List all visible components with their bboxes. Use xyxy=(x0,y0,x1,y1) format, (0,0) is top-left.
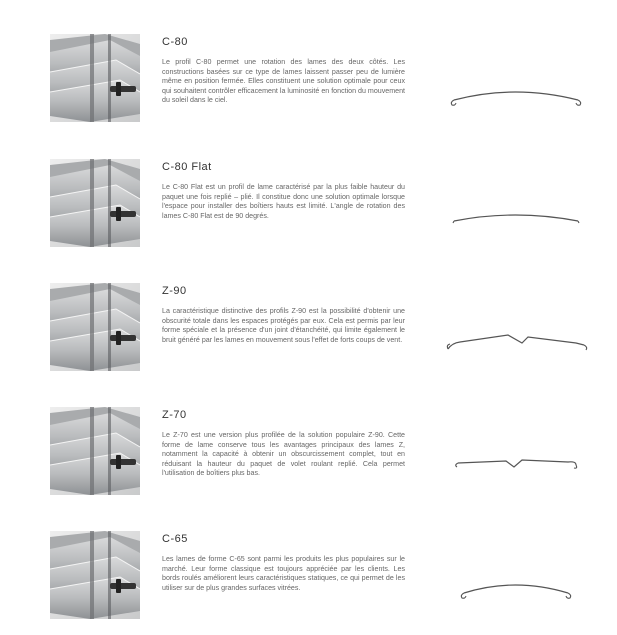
product-title: C-65 xyxy=(162,533,188,545)
product-description: Le Z-70 est une version plus profilée de la solution populaire Z-90. Cette forme de lame conserve tous les avantages principaux des lames Z, notamment la capacité à obtenir un obscurcissement complet, tout en réduisant la hauteur du paquet de volet roulant replié. Cela permet l'utilisation de boîtiers plus bas. xyxy=(162,431,405,478)
product-photo xyxy=(50,407,140,495)
product-photo xyxy=(50,531,140,619)
product-row-c80-flat xyxy=(0,159,617,259)
product-title: C-80 Flat xyxy=(162,161,212,173)
slat-profile-drawing xyxy=(440,325,590,365)
product-description: La caractéristique distinctive des profils Z-90 est la possibilité d'obtenir une obscurité totale dans les espaces protégés par eux. Cela est permis par leur forme spéciale et la présence d'un joint d'étanchéité, qui limite également le bruit généré par les lames en mouvement sous l'effet de forts coups de vent. xyxy=(162,307,405,344)
product-row-z70 xyxy=(0,407,617,507)
product-title: C-80 xyxy=(162,36,188,48)
product-photo xyxy=(50,34,140,122)
slat-profile-drawing xyxy=(440,573,590,613)
slat-profile-drawing xyxy=(440,451,590,491)
product-title: Z-90 xyxy=(162,285,187,297)
slat-profile-drawing xyxy=(440,78,590,118)
product-row-z90 xyxy=(0,283,617,383)
slat-profile-drawing xyxy=(440,199,590,239)
product-photo xyxy=(50,283,140,371)
product-description: Le profil C-80 permet une rotation des lames des deux côtés. Les constructions basées sur ce type de lames laissent passer peu de lumière même en position fermée. Elles constituent une solution optimale pour ceux qui souhaitent contrôler efficacement la luminosité en fonction du mouvement du soleil dans le ciel. xyxy=(162,58,405,105)
product-description: Le C-80 Flat est un profil de lame caractérisé par la plus faible hauteur du paquet une fois replié – plié. Il constitue donc une solution optimale lorsque l'espace pour installer des boîtiers hauts est limité. L'angle de rotation des lames C-80 Flat est de 90 degrés. xyxy=(162,183,405,220)
product-row-c80 xyxy=(0,34,617,134)
product-row-c65 xyxy=(0,531,617,631)
product-description: Les lames de forme C-65 sont parmi les produits les plus populaires sur le marché. Leur forme classique est toujours appréciée par les clients. Les bords roulés améliorent leurs caractéristiques statiques, ce qui permet de les utiliser sur de plus grandes surfaces vitrées. xyxy=(162,555,405,592)
product-title: Z-70 xyxy=(162,409,187,421)
product-photo xyxy=(50,159,140,247)
